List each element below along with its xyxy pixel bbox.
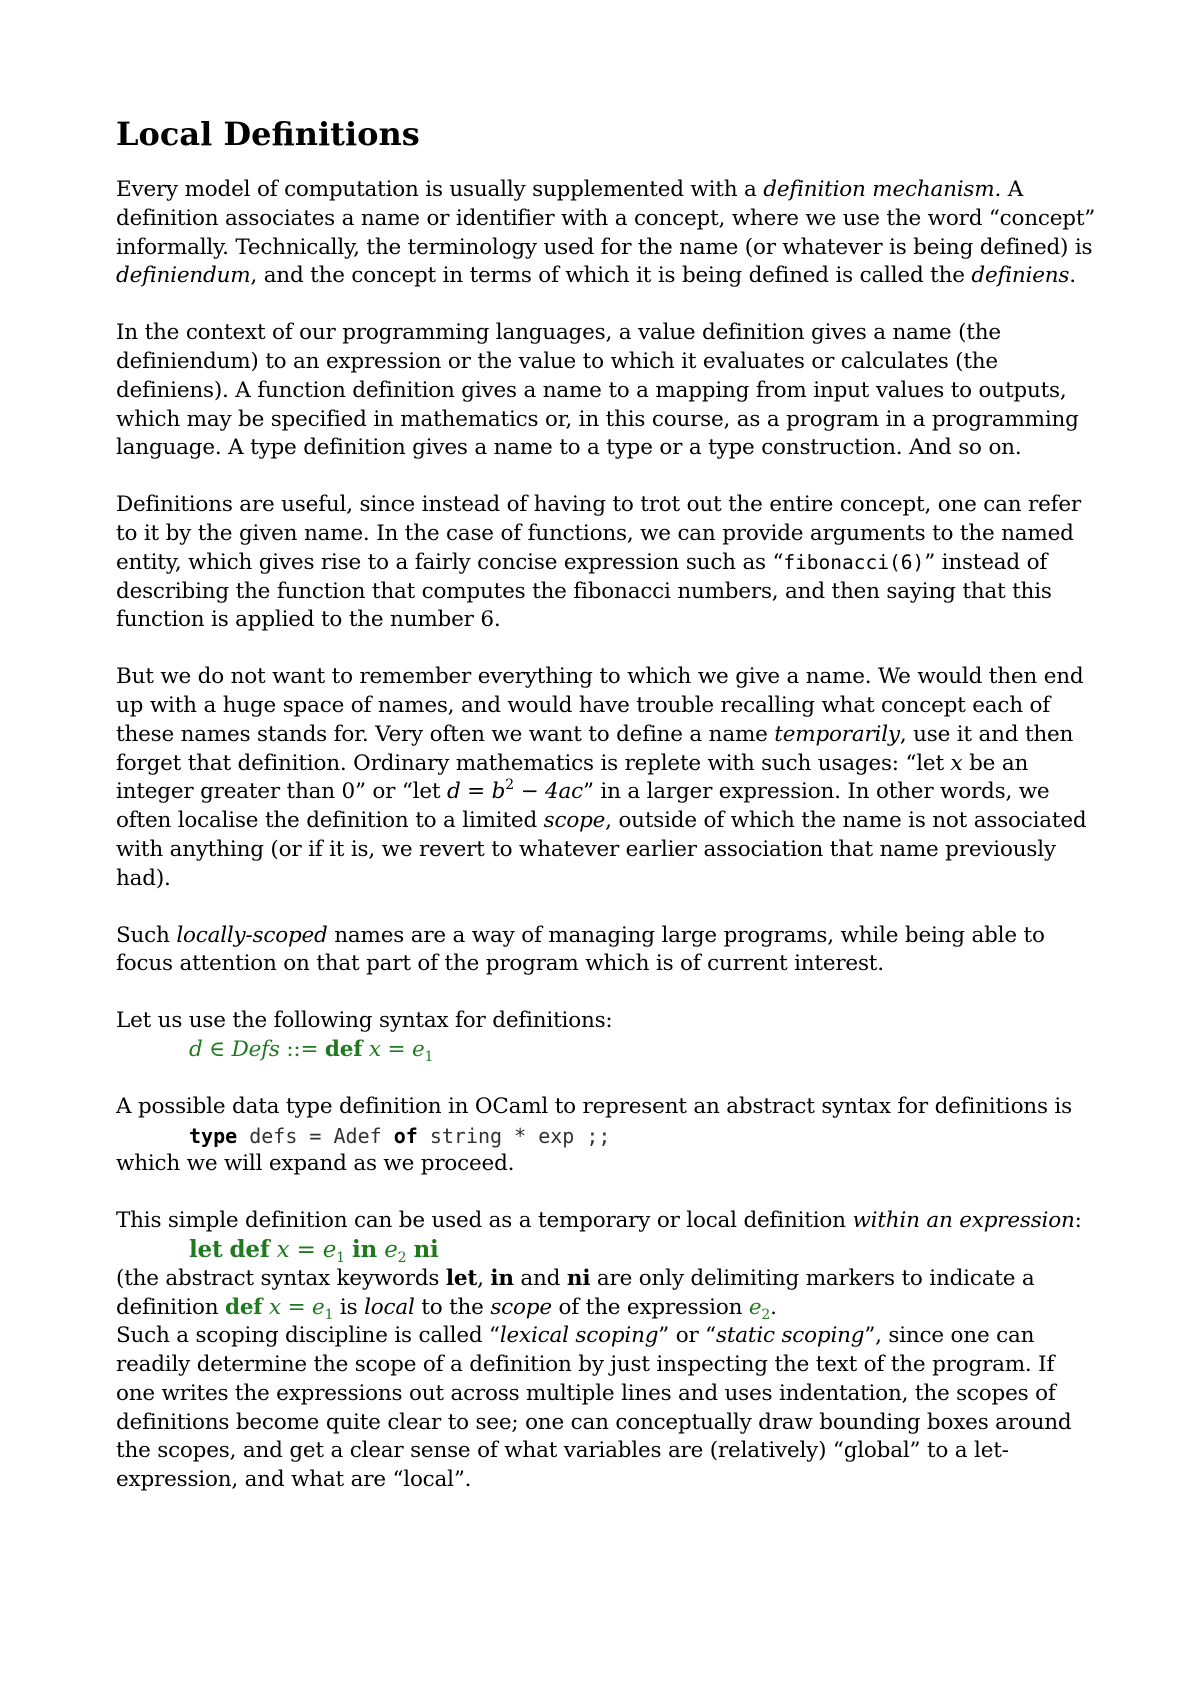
paragraph-local-within-expression: This simple definition can be used as a temporary or local definition within an expression:	[116, 1208, 1082, 1234]
paragraph-lexical-scoping: Such a scoping discipline is called “lexical scoping” or “static scoping”, since one can readily determine the scope of a definition by just inspecting the text of the program. If one writes the expressions out across multiple lines and uses indentation, the scopes of definitions become quite clear to see; one can conceptually draw bounding boxes around the scopes, and get a clear sense of what variables are (relatively) “global” to a let-expression, and what are “local”.	[116, 1323, 1072, 1493]
paragraph-keywords: (the abstract syntax keywords let, in and ni are only delimiting markers to indicate a definition def $x = e_1$ is local to the scope of the expression $e_2$.	[116, 1265, 1035, 1323]
inline-code-fibonacci: fibonacci(6)	[783, 550, 925, 574]
document-body	[116, 112, 1096, 1523]
syntax-rule-defs: d ∈ Defs ::= def $x = e_1$	[189, 1036, 434, 1065]
paragraph-programming-languages: In the context of our programming languages, a value definition gives a name (the definiendum) to an expression or the value to which it evaluates or calculates (the definiens). A function definition gives a name to a mapping from input values to outputs, which may be specified in mathematics or, in this course, as a program in a programming language. A type definition gives a name to a type or a type construction. And so on.	[116, 320, 1079, 461]
paragraph-syntax-intro: Let us use the following syntax for definitions:	[116, 1008, 613, 1034]
paragraph-definitions-useful: Definitions are useful, since instead of having to trot out the entire concept, one can refer to it by the given name. In the case of functions, we can provide arguments to the named entity, which gives rise to a fairly concise expression such as “fibonacci(6)” instead of describing the function that computes the fibonacci numbers, and then saying that this function is applied to the number 6.	[116, 492, 1081, 633]
paragraph-definition-mechanism: Every model of computation is usually supplemented with a definition mechanism. A definition associates a name or identifier with a concept, where we use the word “concept” informally. Technically, the terminology used for the name (or whatever is being defined) is definiendum, and the concept in terms of which it is being defined is called the definiens.	[116, 177, 1096, 289]
let-expression-syntax: let def $x = e_1$ in $e_2$ ni	[189, 1235, 439, 1266]
paragraph-locally-scoped: Such locally-scoped names are a way of managing large programs, while being able to focus attention on that part of the program which is of current interest.	[116, 922, 1045, 977]
inline-math-discriminant: $d = b^2 - 4ac$	[446, 777, 583, 805]
code-type-defs: type defs = Adef of string * exp ;;	[189, 1123, 611, 1148]
paragraph-expand: which we will expand as we proceed.	[116, 1151, 515, 1177]
page-title: Local Definitions	[116, 115, 420, 153]
paragraph-ocaml-intro: A possible data type definition in OCaml to represent an abstract syntax for definitions is	[116, 1093, 1072, 1119]
paragraph-temporary-names: But we do not want to remember everything to which we give a name. We would then end up with a huge space of names, and would have trouble recalling what concept each of these names stands for. Very often we want to define a name temporarily, use it and then forget that definition. Ordinary mathematics is replete with such usages: “let x be an integer greater than 0” or “let $d = b^2 - 4ac$” in a larger expression. In other words, we often localise the definition to a limited scope, outside of which the name is not associated with anything (or if it is, we revert to whatever earlier association that name previously had).	[116, 664, 1087, 891]
